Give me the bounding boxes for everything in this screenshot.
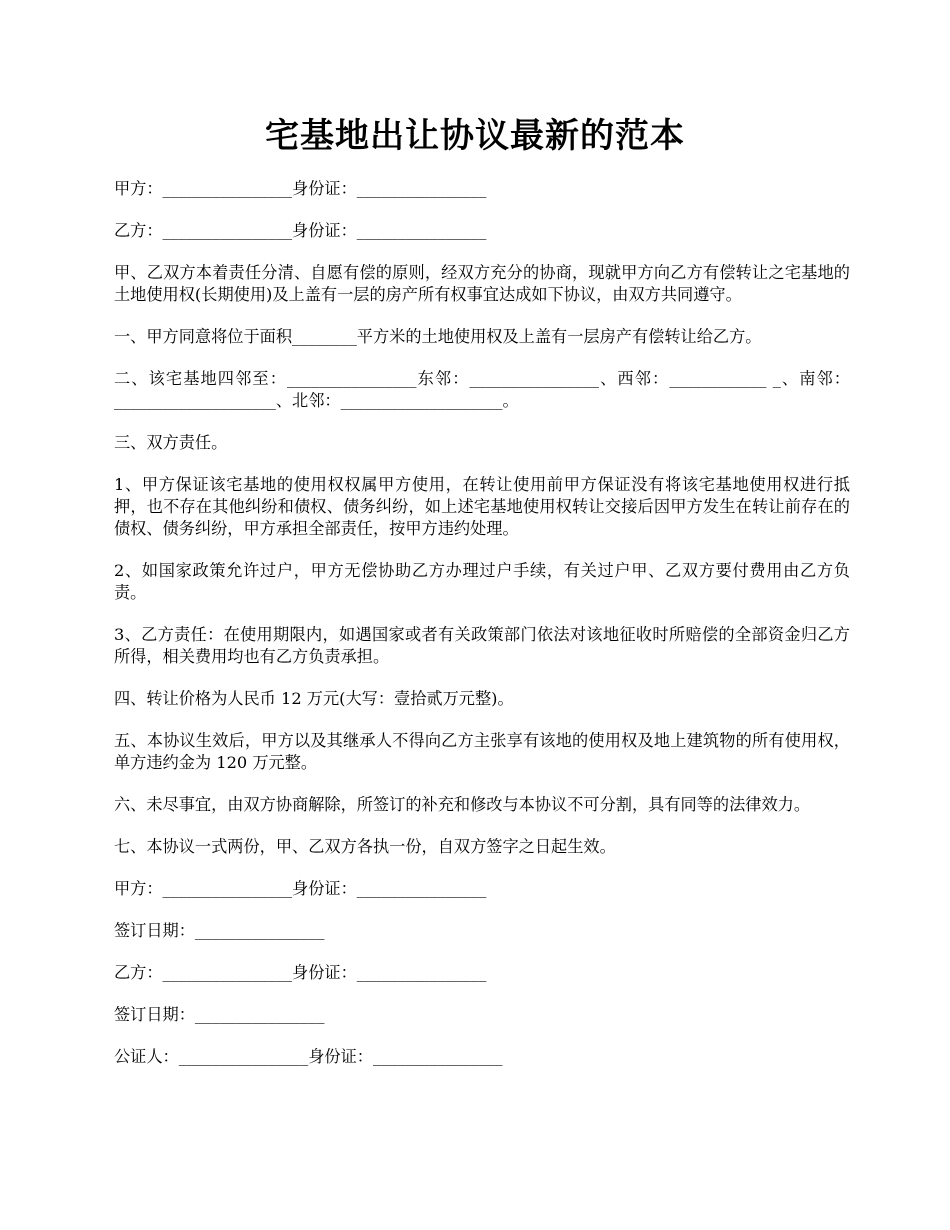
- party-a-line: 甲方：________________身份证：________________: [114, 179, 487, 198]
- clause-4-price: 四、转让价格为人民币 12 万元(大写：壹拾贰万元整)。: [114, 689, 514, 708]
- signature-date-a: 签订日期：________________: [114, 921, 325, 940]
- clause-2-boundaries: 二、该宅基地四邻至：________________东邻：________________、西邻：____________ _、南邻：____________________、北邻：____________________。: [114, 369, 850, 410]
- responsibility-item-2: 2、如国家政策允许过户，甲方无偿协助乙方办理过户手续，有关过户甲、乙双方要付费用由乙方负责。: [114, 561, 850, 602]
- document-body: [114, 178, 850, 1088]
- preamble-paragraph: 甲、乙双方本着责任分清、自愿有偿的原则，经双方充分的协商，现就甲方向乙方有偿转让之宅基地的土地使用权(长期使用)及上盖有一层的房产所有权事宜达成如下协议，由双方共同遵守。: [114, 263, 850, 304]
- signature-notary: 公证人：________________身份证：________________: [114, 1047, 503, 1066]
- responsibility-item-3: 3、乙方责任：在使用期限内，如遇国家或者有关政策部门依法对该地征收时所赔偿的全部资金归乙方所得，相关费用均也有乙方负责承担。: [114, 625, 850, 666]
- clause-7-copies: 七、本协议一式两份，甲、乙双方各执一份，自双方签字之日起生效。: [114, 837, 616, 856]
- clause-5-effect: 五、本协议生效后，甲方以及其继承人不得向乙方主张享有该地的使用权及地上建筑物的所有使用权，单方违约金为 120 万元整。: [114, 731, 850, 772]
- clause-3-heading: 三、双方责任。: [114, 433, 228, 452]
- document-title: 宅基地出让协议最新的范本: [265, 116, 685, 156]
- clause-6-unfinished: 六、未尽事宜，由双方协商解除，所签订的补充和修改与本协议不可分割，具有同等的法律效力。: [114, 795, 811, 814]
- party-b-line: 乙方：________________身份证：________________: [114, 221, 487, 240]
- signature-party-b: 乙方：________________身份证：________________: [114, 963, 487, 982]
- clause-1-paragraph: 一、甲方同意将位于面积________平方米的土地使用权及上盖有一层房产有偿转让给乙方。: [114, 327, 762, 346]
- signature-date-b: 签订日期：________________: [114, 1005, 325, 1024]
- signature-party-a: 甲方：________________身份证：________________: [114, 879, 487, 898]
- responsibility-item-1: 1、甲方保证该宅基地的使用权权属甲方使用，在转让使用前甲方保证没有将该宅基地使用权进行抵押，也不存在其他纠纷和债权、债务纠纷，如上述宅基地使用权转让交接后因甲方发生在转让前存在的债权、债务纠纷，甲方承担全部责任，按甲方违约处理。: [114, 475, 850, 538]
